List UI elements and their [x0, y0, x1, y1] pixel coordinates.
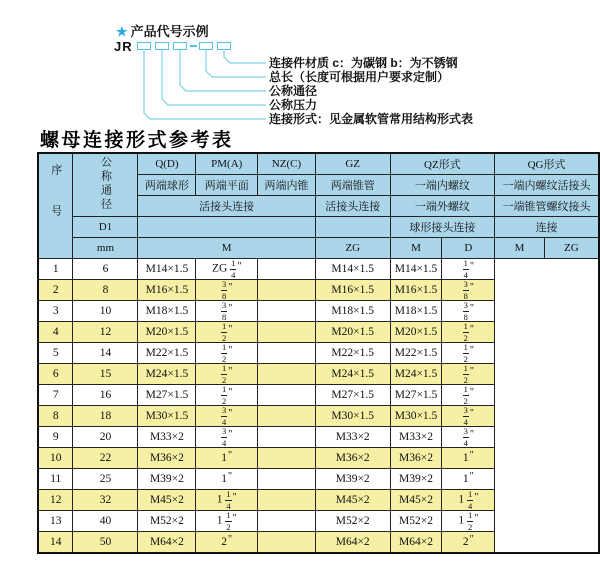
- cell-qg_m: M16×1.5: [390, 280, 442, 301]
- cell-qg_m: M30×1.5: [390, 406, 442, 427]
- cell-qz_d: M52×2: [315, 511, 390, 532]
- cell-qg_zg: 1": [442, 469, 495, 490]
- fraction: $\frac{3}{4}$: [222, 405, 227, 427]
- fraction: $\frac{1}{2}$: [226, 510, 231, 532]
- inch-mark: ": [469, 471, 474, 482]
- cell-seq: 3: [38, 301, 73, 322]
- cell-qg_zg: [442, 343, 495, 364]
- fraction: $\frac{1}{2}$: [222, 363, 227, 385]
- cell-qz_m: [258, 343, 316, 364]
- diagram-label-conn-form: 连接形式：见金属软管常用结构形式表: [269, 112, 474, 126]
- fraction: $\frac{1}{2}$: [463, 321, 468, 343]
- table-row: [38, 385, 599, 406]
- cell-m: M30×1.5: [138, 406, 196, 427]
- inch-mark: ": [469, 407, 474, 419]
- header-qz: QZ形式: [390, 153, 495, 175]
- cell-gz: [196, 385, 258, 406]
- cell-gz: [196, 343, 258, 364]
- cell-qz_m: [258, 532, 316, 554]
- inch-mark: ": [469, 386, 474, 398]
- cell-qg_zg: 1 $\frac{1}{4}$ ": [442, 490, 495, 511]
- header-qg-row4: 连接: [495, 217, 599, 238]
- cell-qz_d: M18×1.5: [315, 301, 390, 322]
- cell-seq: 6: [38, 364, 73, 385]
- inch-mark: ": [228, 344, 233, 356]
- inch-mark: ": [469, 302, 474, 314]
- header-qg-row3: 一端锥管螺纹接头: [495, 196, 599, 217]
- star-icon: ★: [116, 24, 128, 39]
- fraction: $\frac{1}{2}$: [222, 342, 227, 364]
- header-nz: NZ(C): [258, 153, 316, 175]
- fraction: $\frac{3}{8}$: [463, 279, 468, 301]
- cell-qz_d: M36×2: [315, 448, 390, 469]
- cell-qz_m: [258, 259, 316, 280]
- table-row: [38, 406, 599, 427]
- cell-dn: 20: [73, 427, 138, 448]
- cell-dn: 12: [73, 322, 138, 343]
- cell-seq: 1: [38, 259, 73, 280]
- fraction: $\frac{1}{2}$: [463, 363, 468, 385]
- table-row: [38, 469, 599, 490]
- fraction: $\frac{1}{2}$: [222, 321, 227, 343]
- diagram-heading-text: 产品代号示例: [130, 24, 209, 39]
- fraction: $\frac{3}{8}$: [222, 300, 227, 322]
- cell-qz_d: M45×2: [315, 490, 390, 511]
- cell-qg_m: M14×1.5: [390, 259, 442, 280]
- header-gz: GZ: [315, 153, 390, 175]
- cell-dn: 15: [73, 364, 138, 385]
- table-row: [38, 427, 599, 448]
- fraction: $\frac{1}{4}$: [226, 489, 231, 511]
- cell-qz_m: [258, 406, 316, 427]
- cell-qz_m: [258, 427, 316, 448]
- table-row: [38, 343, 599, 364]
- nut-connection-table: [37, 152, 600, 554]
- cell-qz_d: M22×1.5: [315, 343, 390, 364]
- cell-qg_m: M64×2: [390, 532, 442, 554]
- cell-qg_m: M22×1.5: [390, 343, 442, 364]
- inch-mark: ": [228, 471, 233, 482]
- cell-m: M45×2: [138, 490, 196, 511]
- table-row: [38, 280, 599, 301]
- table-row: [38, 259, 599, 280]
- cell-seq: 8: [38, 406, 73, 427]
- fraction: $\frac{3}{4}$: [222, 426, 227, 448]
- header-pm-sub: 两端平面: [196, 175, 258, 196]
- cell-qz_d: M39×2: [315, 469, 390, 490]
- cell-qz_d: M27×1.5: [315, 385, 390, 406]
- inch-mark: ": [228, 281, 233, 293]
- cell-qg_zg: [442, 322, 495, 343]
- table-row: [38, 511, 599, 532]
- cell-seq: 5: [38, 343, 73, 364]
- inch-mark: ": [228, 365, 233, 377]
- header-q: Q(D): [138, 153, 196, 175]
- cell-dn: 10: [73, 301, 138, 322]
- cell-dn: 8: [73, 280, 138, 301]
- inch-mark: ": [228, 302, 233, 314]
- fraction: $\frac{3}{8}$: [222, 279, 227, 301]
- cell-qg_zg: [442, 364, 495, 385]
- cell-seq: 14: [38, 532, 73, 554]
- cell-qg_m: M24×1.5: [390, 364, 442, 385]
- inch-mark: ": [232, 491, 237, 503]
- header-zg: ZG: [315, 238, 390, 259]
- inch-mark: ": [469, 281, 474, 293]
- cell-gz: ZG $\frac{1}{4}$ ": [196, 259, 258, 280]
- header-qz-d: D: [442, 238, 495, 259]
- diagram-label-material: 连接件材质 c：为碳钢 b：为不锈钢: [269, 56, 458, 70]
- fraction: $\frac{3}{8}$: [463, 300, 468, 322]
- fraction: $\frac{1}{4}$: [463, 258, 468, 280]
- header-blank-gz: [315, 217, 390, 238]
- inch-mark: ": [469, 323, 474, 335]
- inch-mark: ": [232, 512, 237, 524]
- cell-dn: 40: [73, 511, 138, 532]
- cell-gz: [196, 322, 258, 343]
- cell-m: M39×2: [138, 469, 196, 490]
- cell-qg_zg: [442, 385, 495, 406]
- inch-mark: ": [228, 428, 233, 440]
- fraction: $\frac{1}{2}$: [463, 384, 468, 406]
- table-body: [38, 259, 599, 554]
- cell-seq: 13: [38, 511, 73, 532]
- cell-m: M33×2: [138, 427, 196, 448]
- fraction: $\frac{1}{2}$: [467, 510, 473, 532]
- cell-qz_d: M33×2: [315, 427, 390, 448]
- cell-qz_m: [258, 280, 316, 301]
- inch-mark: ": [469, 450, 474, 461]
- table-row: [38, 532, 599, 554]
- cell-gz: 1 $\frac{1}{4}$ ": [196, 490, 258, 511]
- header-qz-row2: 一端内螺纹: [390, 175, 495, 196]
- cell-qg_zg: [442, 427, 495, 448]
- cell-m: M52×2: [138, 511, 196, 532]
- cell-gz: [196, 301, 258, 322]
- inch-mark: ": [469, 365, 474, 377]
- cell-qz_m: [258, 301, 316, 322]
- cell-dn: 6: [73, 259, 138, 280]
- fraction: $\frac{3}{4}$: [463, 426, 468, 448]
- page-title: 螺母连接形式参考表: [40, 129, 234, 151]
- inch-mark: ": [237, 260, 242, 272]
- cell-gz: 2": [196, 532, 258, 554]
- cell-dn: 18: [73, 406, 138, 427]
- cell-qg_m: M52×2: [390, 511, 442, 532]
- fraction: $\frac{3}{4}$: [463, 405, 468, 427]
- cell-qg_m: M45×2: [390, 490, 442, 511]
- header-qg: QG形式: [495, 153, 599, 175]
- cell-m: M22×1.5: [138, 343, 196, 364]
- table-row: [38, 364, 599, 385]
- cell-qg_m: M33×2: [390, 427, 442, 448]
- cell-seq: 4: [38, 322, 73, 343]
- cell-qz_d: M14×1.5: [315, 259, 390, 280]
- fraction: $\frac{1}{4}$: [467, 489, 473, 511]
- cell-qz_d: M30×1.5: [315, 406, 390, 427]
- cell-qg_zg: [442, 259, 495, 280]
- cell-m: M24×1.5: [138, 364, 196, 385]
- inch-mark: ": [469, 344, 474, 356]
- cell-dn: 16: [73, 385, 138, 406]
- table-row: [38, 448, 599, 469]
- cell-m: M27×1.5: [138, 385, 196, 406]
- fraction: $\frac{1}{2}$: [222, 384, 227, 406]
- cell-dn: 50: [73, 532, 138, 554]
- header-qz-row3: 一端外螺纹: [390, 196, 495, 217]
- cell-seq: 12: [38, 490, 73, 511]
- header-qz-row4: 球形接头连接: [390, 217, 495, 238]
- cell-qg_zg: 1 $\frac{1}{2}$ ": [442, 511, 495, 532]
- cell-qg_zg: 2": [442, 532, 495, 554]
- cell-qz_m: [258, 322, 316, 343]
- header-d1: D1: [73, 217, 138, 238]
- cell-m: M64×2: [138, 532, 196, 554]
- cell-gz: 1 $\frac{1}{2}$ ": [196, 511, 258, 532]
- cell-m: M14×1.5: [138, 259, 196, 280]
- cell-qz_d: M64×2: [315, 532, 390, 554]
- cell-qg_zg: 1": [442, 448, 495, 469]
- cell-seq: 10: [38, 448, 73, 469]
- header-gz-connection: 活接头连接: [315, 196, 390, 217]
- table-header: [38, 153, 599, 259]
- cell-qg_m: M27×1.5: [390, 385, 442, 406]
- header-pm: PM(A): [196, 153, 258, 175]
- cell-gz: [196, 280, 258, 301]
- cell-qg_zg: [442, 301, 495, 322]
- inch-mark: ": [474, 491, 479, 503]
- header-unit: mm: [73, 238, 138, 259]
- cell-m: M20×1.5: [138, 322, 196, 343]
- cell-gz: 1": [196, 448, 258, 469]
- inch-mark: ": [469, 534, 474, 545]
- inch-mark: ": [228, 450, 233, 461]
- cell-dn: 14: [73, 343, 138, 364]
- cell-qg_m: M20×1.5: [390, 322, 442, 343]
- cell-qg_zg: [442, 406, 495, 427]
- inch-mark: ": [228, 534, 233, 545]
- cell-m: M36×2: [138, 448, 196, 469]
- inch-mark: ": [474, 512, 479, 524]
- inch-mark: ": [228, 323, 233, 335]
- table-row: [38, 301, 599, 322]
- header-dn: 公称通径: [73, 153, 138, 217]
- header-qz-m: M: [390, 238, 442, 259]
- cell-qg_zg: [442, 280, 495, 301]
- header-qg-row2: 一端内螺纹活接头: [495, 175, 599, 196]
- header-q-sub: 两端球形: [138, 175, 196, 196]
- header-gz-sub: 两端锥管: [315, 175, 390, 196]
- cell-dn: 22: [73, 448, 138, 469]
- cell-gz: [196, 406, 258, 427]
- cell-m: M18×1.5: [138, 301, 196, 322]
- fraction: $\frac{1}{2}$: [463, 342, 468, 364]
- cell-seq: 9: [38, 427, 73, 448]
- header-nz-sub: 两端内锥: [258, 175, 316, 196]
- cell-gz: [196, 364, 258, 385]
- cell-qz_d: M16×1.5: [315, 280, 390, 301]
- cell-qz_d: M20×1.5: [315, 322, 390, 343]
- cell-qz_m: [258, 511, 316, 532]
- header-blank-left: [138, 217, 315, 238]
- diagram-label-diameter: 公称通径: [269, 84, 318, 98]
- header-union-connection: 活接头连接: [138, 196, 315, 217]
- cell-seq: 7: [38, 385, 73, 406]
- cell-seq: 2: [38, 280, 73, 301]
- cell-qz_m: [258, 364, 316, 385]
- cell-qg_m: M36×2: [390, 448, 442, 469]
- table-row: [38, 490, 599, 511]
- fraction: $\frac{1}{4}$: [231, 258, 236, 280]
- header-qg-m: M: [495, 238, 545, 259]
- cell-dn: 25: [73, 469, 138, 490]
- inch-mark: ": [228, 386, 233, 398]
- cell-qg_m: M18×1.5: [390, 301, 442, 322]
- diagram-label-pressure: 公称压力: [269, 98, 318, 112]
- cell-seq: 11: [38, 469, 73, 490]
- cell-qz_d: M24×1.5: [315, 364, 390, 385]
- header-m: M: [138, 238, 315, 259]
- header-seq: 序号: [38, 153, 73, 259]
- inch-mark: ": [228, 407, 233, 419]
- table-row: [38, 322, 599, 343]
- cell-m: M16×1.5: [138, 280, 196, 301]
- diagram-label-length: 总长（长度可根据用户要求定制）: [269, 70, 450, 84]
- cell-gz: [196, 427, 258, 448]
- code-prefix: JR: [114, 39, 133, 54]
- cell-dn: 32: [73, 490, 138, 511]
- header-qg-zg: ZG: [544, 238, 599, 259]
- cell-qg_m: M39×2: [390, 469, 442, 490]
- cell-qz_m: [258, 469, 316, 490]
- inch-mark: ": [469, 428, 474, 440]
- cell-gz: 1": [196, 469, 258, 490]
- cell-qz_m: [258, 385, 316, 406]
- cell-qz_m: [258, 490, 316, 511]
- inch-mark: ": [469, 260, 474, 272]
- cell-qz_m: [258, 448, 316, 469]
- product-code-diagram: [0, 0, 600, 128]
